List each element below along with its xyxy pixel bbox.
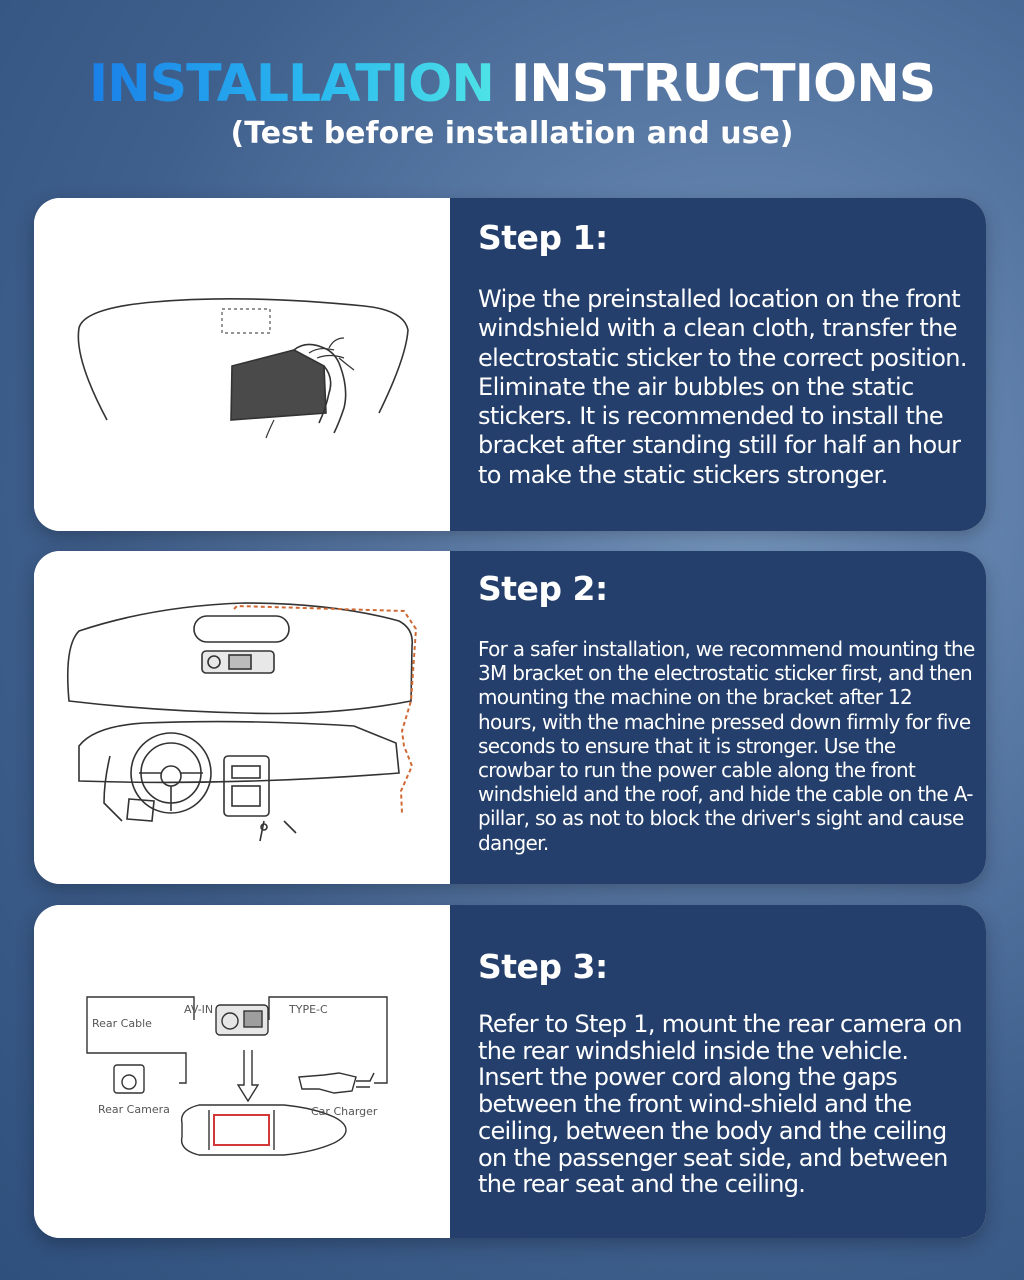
rear-cable-label: Rear Cable <box>92 1017 152 1030</box>
car-charger-label: Car Charger <box>311 1105 378 1118</box>
step-title: Step 1: <box>478 218 608 257</box>
step-panel-1 <box>450 198 986 531</box>
header <box>0 50 1024 154</box>
wiring-diagram-icon <box>34 905 450 1238</box>
page-subtitle: (Test before installation and use) <box>230 116 794 151</box>
page-title <box>0 50 1024 118</box>
step-title: Step 3: <box>478 947 608 986</box>
type-c-label: TYPE-C <box>289 1003 328 1016</box>
step-panel-3 <box>450 905 986 1238</box>
step-description: Wipe the preinstalled location on the front windshield with a clean cloth, transfer the electrostatic sticker to the correct position. Eliminate the air bubbles on the static stickers. It is recommended to install the bracket after standing still for half an hour to make the static stickers stronger. <box>478 285 967 489</box>
title-rest: INSTRUCTIONS <box>510 54 936 114</box>
title-accent: INSTALLATION <box>88 54 494 114</box>
step-card-3 <box>34 905 986 1238</box>
step-description: Refer to Step 1, mount the rear camera on the rear windshield inside the vehicle. Insert the power cord along the gaps between the front wind-shield and the ceiling, between the body and the ceiling on the passenger seat side, and between the rear seat and the ceiling. <box>478 1010 962 1199</box>
car-interior-cable-icon <box>34 551 450 884</box>
rear-camera-label: Rear Camera <box>98 1103 170 1116</box>
step-description: For a safer installation, we recommend mounting the 3M bracket on the electrostatic sticker first, and then mounting the machine on the bracket after 12 hours, with the machine pressed down firmly for five seconds to ensure that it is stronger. Use the crowbar to run the power cable along the front windshield and the roof, and hide the cable on the A-pillar, so as not to block the driver's sight and cause danger. <box>478 637 975 855</box>
step-card-2 <box>34 551 986 884</box>
step-card-1 <box>34 198 986 531</box>
step-panel-2 <box>450 551 986 884</box>
windshield-sticker-icon <box>34 198 450 531</box>
av-in-label: AV-IN <box>184 1003 214 1016</box>
step-title: Step 2: <box>478 569 608 608</box>
